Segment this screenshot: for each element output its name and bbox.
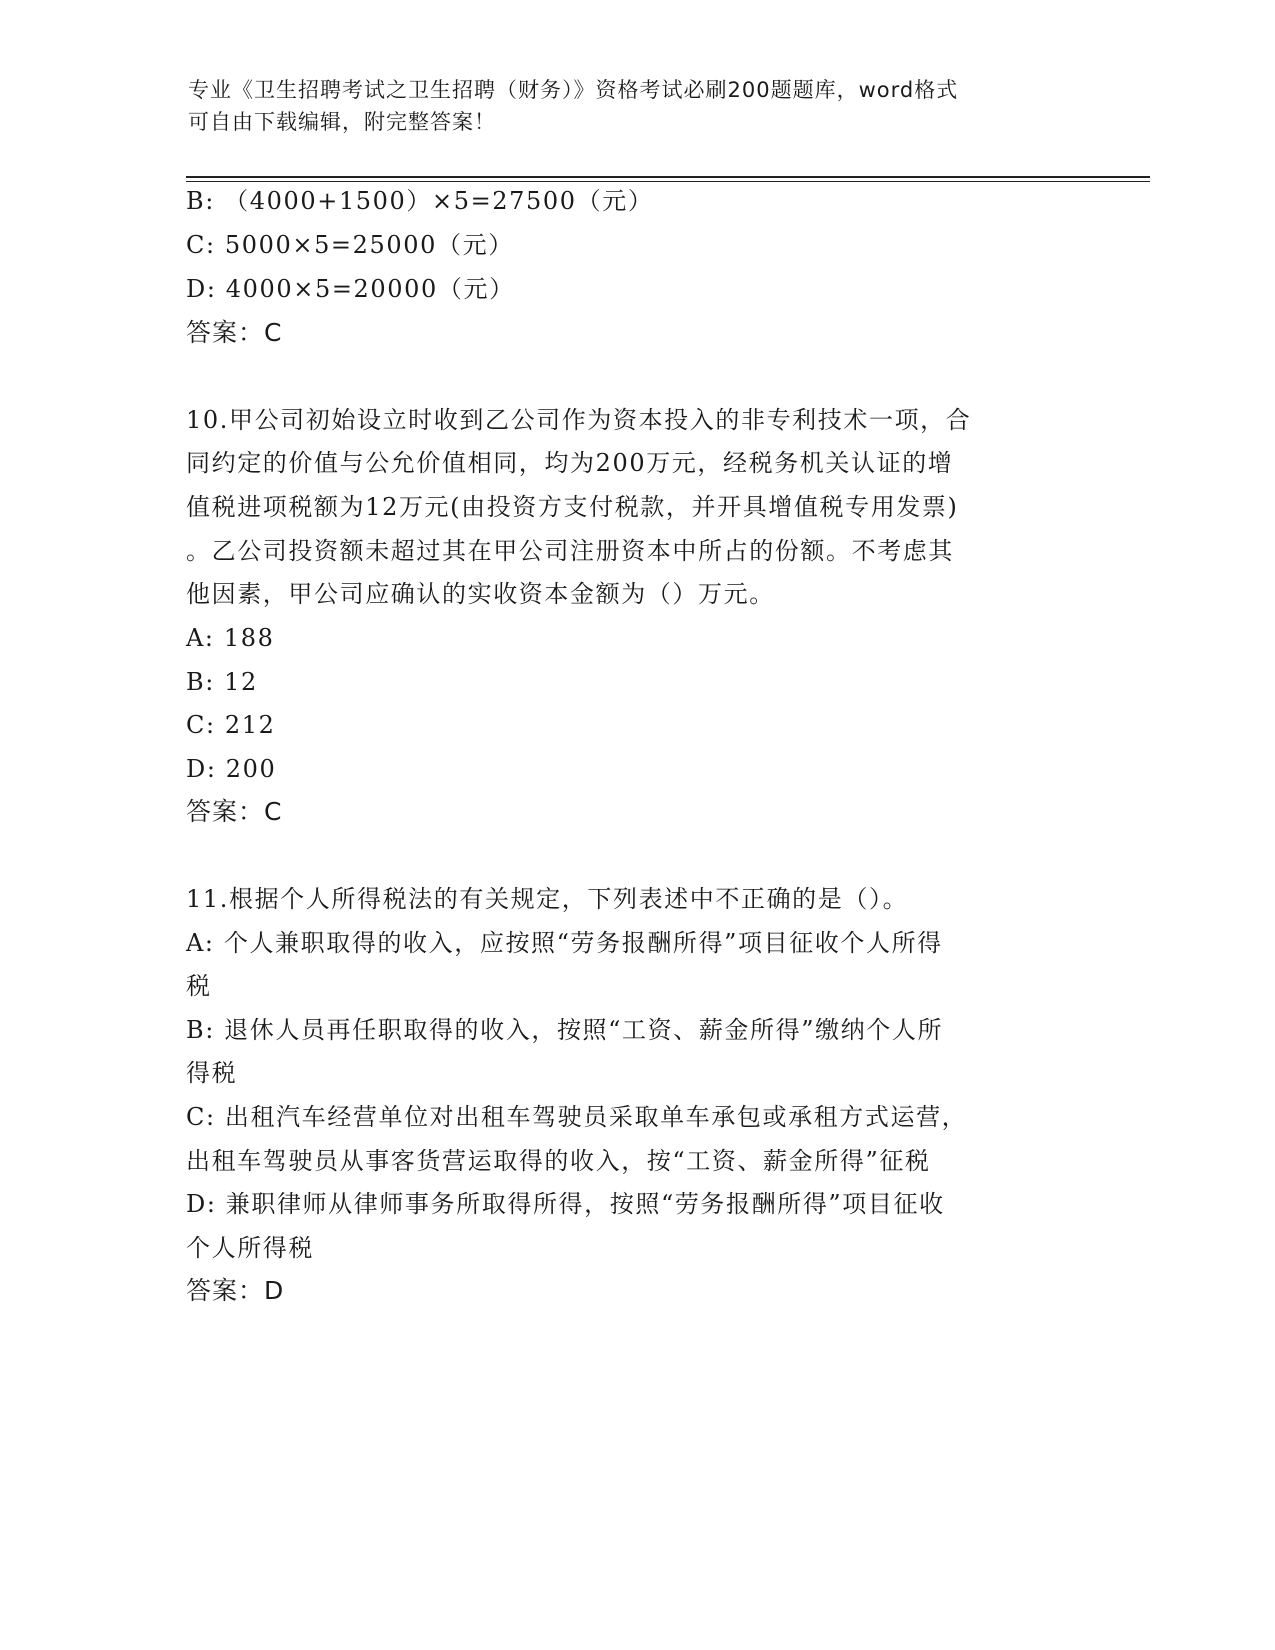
header-title-line-1: 专业《卫生招聘考试之卫生招聘（财务）》资格考试必刷200题题库，word格式 <box>188 78 959 102</box>
q11-option-d-cont: 个人所得税 <box>186 1234 314 1262</box>
q11-option-c-cont: 出租车驾驶员从事客货营运取得的收入，按“工资、薪金所得”征税 <box>186 1147 931 1175</box>
q11-option-b-cont: 得税 <box>186 1059 238 1087</box>
q11-option-a: A: 个人兼职取得的收入，应按照“劳务报酬所得”项目征收个人所得 <box>186 929 943 957</box>
prev-option-d: D: 4000×5=20000（元） <box>186 275 515 303</box>
q11-stem: 11.根据个人所得税法的有关规定，下列表述中不正确的是（）。 <box>186 885 909 913</box>
q10-stem-line: 同约定的价值与公允价值相同，均为200万元，经税务机关认证的增 <box>186 449 954 477</box>
q11-answer: 答案：D <box>186 1276 285 1305</box>
q10-answer: 答案：C <box>186 797 283 826</box>
q10-stem-line: 。乙公司投资额未超过其在甲公司注册资本中所占的份额。不考虑其 <box>186 537 954 565</box>
q11-option-c: C: 出租汽车经营单位对出租车驾驶员采取单车承包或承租方式运营， <box>186 1103 968 1131</box>
q10-option-c: C: 212 <box>186 711 276 739</box>
prev-option-c: C: 5000×5=25000（元） <box>186 231 514 259</box>
q10-stem-line: 值税进项税额为12万元(由投资方支付税款，并开具增值税专用发票) <box>186 493 959 521</box>
q11-option-d: D: 兼职律师从律师事务所取得所得，按照“劳务报酬所得”项目征收 <box>186 1190 945 1218</box>
q10-stem-line: 他因素，甲公司应确认的实收资本金额为（）万元。 <box>186 580 775 608</box>
q10-option-d: D: 200 <box>186 755 277 783</box>
q11-option-a-cont: 税 <box>186 972 212 1000</box>
header-title-line-2: 可自由下载编辑，附完整答案！ <box>188 110 496 134</box>
header-divider-thick <box>186 176 1150 178</box>
document-header <box>188 74 1068 138</box>
q11-option-b: B: 退休人员再任职取得的收入，按照“工资、薪金所得”缴纳个人所 <box>186 1016 944 1044</box>
header-divider-thin <box>186 181 1150 182</box>
q10-option-a: A: 188 <box>186 624 275 652</box>
q10-stem-line: 10.甲公司初始设立时收到乙公司作为资本投入的非专利技术一项，合 <box>186 406 972 434</box>
prev-answer: 答案：C <box>186 318 283 347</box>
q10-option-b: B: 12 <box>186 668 258 696</box>
prev-option-b: B: （4000+1500）×5=27500（元） <box>186 187 654 215</box>
